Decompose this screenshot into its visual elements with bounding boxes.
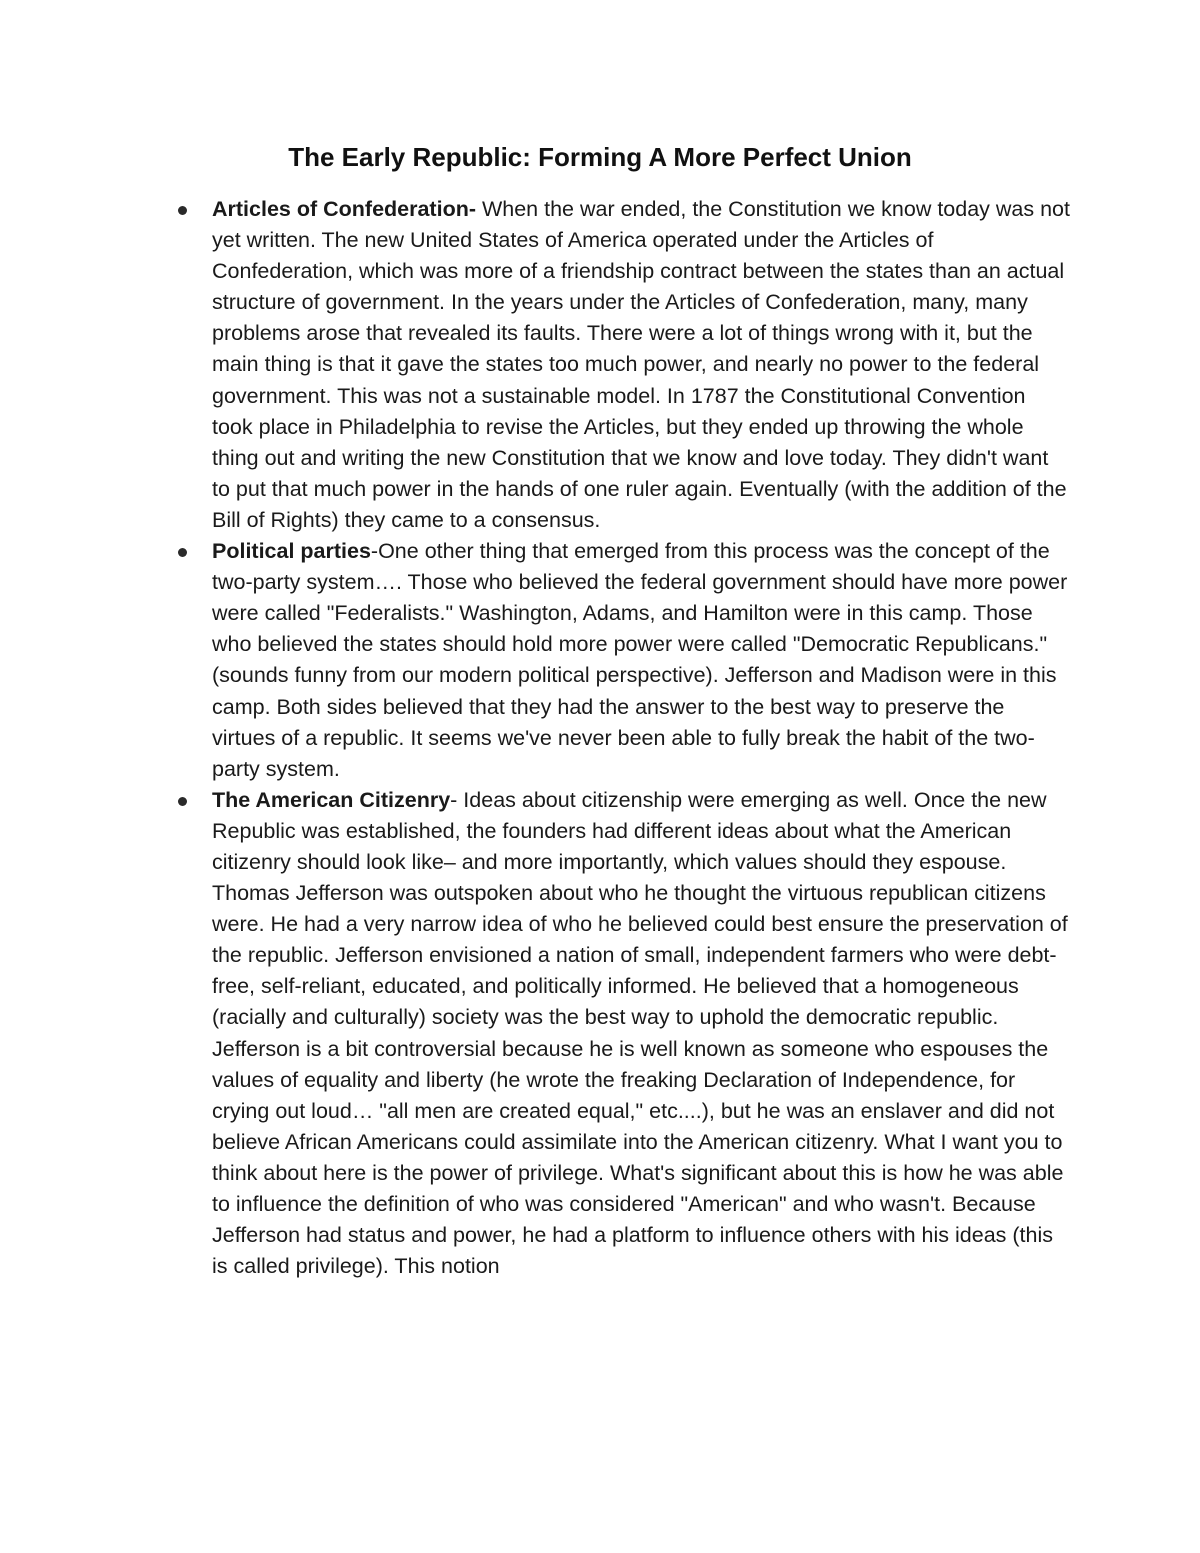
bullet-list	[212, 194, 1072, 1282]
document-title: The Early Republic: Forming A More Perfect Union	[288, 142, 912, 172]
bullet-term: The American Citizenry	[212, 787, 451, 812]
bullet-item-american-citizenry	[212, 785, 1072, 1283]
bullet-text: - Ideas about citizenship were emerging as well. Once the new Republic was established, the founders had different ideas about what the American citizenry should look like– and more importantly, which values should they espouse. Thomas Jefferson was outspoken about who he thought the virtuous republican citizens were. He had a very narrow idea of who he believed could best ensure the preservation of the republic. Jefferson envisioned a nation of small, independent farmers who were debt-free, self-reliant, educated, and politically informed. He believed that a homogeneous (racially and culturally) society was the best way to uphold the democratic republic. Jefferson is a bit controversial because he is well known as someone who espouses the values of equality and liberty (he wrote the freaking Declaration of Independence, for crying out loud… "all men are created equal," etc....), but he was an enslaver and did not believe African Americans could assimilate into the American citizenry. What I want you to think about here is the power of privilege. What's significant about this is how he was able to influence the definition of who was considered "American" and who wasn't. Because Jefferson had status and power, he had a platform to influence others with his ideas (this is called privilege). This notion	[212, 787, 1068, 1279]
bullet-term: Political parties	[212, 539, 371, 564]
bullet-item-political-parties	[212, 536, 1072, 785]
bullet-item-articles	[212, 194, 1072, 536]
bullet-term: Articles of Confederation-	[212, 197, 476, 221]
bullet-icon	[178, 206, 187, 215]
bullet-text: -One other thing that emerged from this process was the concept of the two-party system…. Those who believed the federal government should have more power were called "Federalists." Washington, Adams, and Hamilton were in this camp. Those who believed the states should hold more power were called "Democratic Republicans." (sounds funny from our modern political perspective). Jefferson and Madison were in this camp. Both sides believed that they had the answer to the best way to preserve the virtues of a republic. It seems we've never been able to fully break the habit of the two-party system.	[212, 539, 1068, 781]
bullet-text: When the war ended, the Constitution we know today was not yet written. The new United States of America operated under the Articles of Confederation, which was more of a friendship contract between the states than an actual structure of government. In the years under the Articles of Confederation, many, many problems arose that revealed its faults. There were a lot of things wrong with it, but the main thing is that it gave the states too much power, and nearly no power to the federal government. This was not a sustainable model. In 1787 the Constitutional Convention took place in Philadelphia to revise the Articles, but they ended up throwing the whole thing out and writing the new Constitution that we know and love today. They didn't want to put that much power in the hands of one ruler again. Eventually (with the addition of the Bill of Rights) they came to a consensus.	[212, 197, 1070, 532]
bullet-icon	[178, 797, 187, 806]
bullet-icon	[178, 548, 187, 557]
